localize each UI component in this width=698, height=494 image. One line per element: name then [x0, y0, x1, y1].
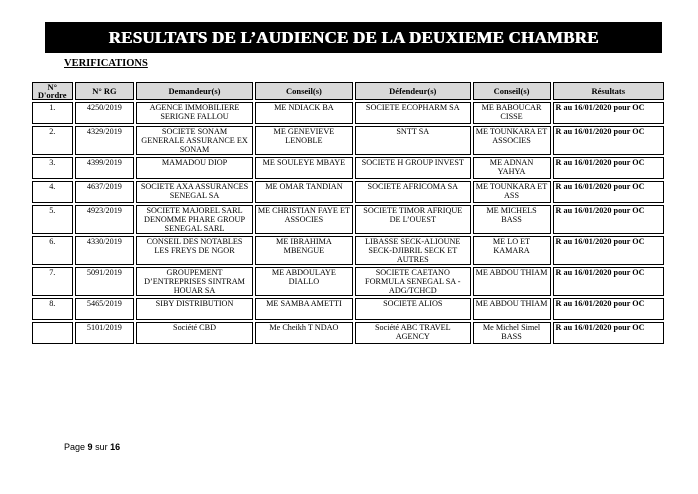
- cell-defendeur: SOCIETE H GROUP INVEST: [355, 157, 470, 179]
- cell-conseil-defendeur: ME ADNAN YAHYA: [473, 157, 551, 179]
- footer-page-total: 16: [110, 442, 121, 452]
- cell-resultat: R au 16/01/2020 pour OC: [553, 102, 664, 124]
- cell-resultat: R au 16/01/2020 pour OC: [553, 298, 664, 320]
- cell-rg: 5465/2019: [75, 298, 135, 320]
- cell-demandeur: SOCIETE AXA ASSURANCES SENEGAL SA: [136, 181, 253, 203]
- cell-conseil-demandeur: ME GENEVIEVE LENOBLE: [255, 126, 353, 155]
- results-table: [30, 80, 666, 346]
- cell-resultat: R au 16/01/2020 pour OC: [553, 267, 664, 296]
- table-row: [32, 157, 664, 179]
- section-heading: VERIFICATIONS: [64, 58, 148, 69]
- cell-rg: 5101/2019: [75, 322, 135, 344]
- cell-conseil-defendeur: ME TOUNKARA ET ASSOCIES: [473, 126, 551, 155]
- header-resultats: Résultats: [553, 82, 664, 100]
- page-footer: [64, 442, 120, 452]
- cell-conseil-demandeur: ME SOULEYE MBAYE: [255, 157, 353, 179]
- cell-num: 8.: [32, 298, 73, 320]
- cell-resultat: R au 16/01/2020 pour OC: [553, 322, 664, 344]
- cell-num: 1.: [32, 102, 73, 124]
- cell-demandeur: SOCIETE SONAM GENERALE ASSURANCE EX SONAM: [136, 126, 253, 155]
- cell-demandeur: GROUPEMENT D’ENTREPRISES SINTRAM HOUAR SA: [136, 267, 253, 296]
- cell-demandeur: Société CBD: [136, 322, 253, 344]
- cell-defendeur: SNTT SA: [355, 126, 470, 155]
- page-title: RESULTATS DE L’AUDIENCE DE LA DEUXIEME CHAMBRE: [45, 22, 662, 53]
- header-rg: N° RG: [75, 82, 135, 100]
- cell-conseil-defendeur: ME MICHELS BASS: [473, 205, 551, 234]
- cell-rg: 4923/2019: [75, 205, 135, 234]
- cell-num: 7.: [32, 267, 73, 296]
- cell-resultat: R au 16/01/2020 pour OC: [553, 126, 664, 155]
- footer-prefix: Page: [64, 442, 86, 452]
- cell-num: 4.: [32, 181, 73, 203]
- cell-defendeur: SOCIETE ECOPHARM SA: [355, 102, 470, 124]
- cell-conseil-demandeur: ME NDIACK BA: [255, 102, 353, 124]
- cell-conseil-demandeur: Me Cheikh T NDAO: [255, 322, 353, 344]
- cell-demandeur: AGENCE IMMOBILIERE SERIGNE FALLOU: [136, 102, 253, 124]
- cell-num: 2.: [32, 126, 73, 155]
- cell-num: [32, 322, 73, 344]
- cell-resultat: R au 16/01/2020 pour OC: [553, 236, 664, 265]
- cell-conseil-defendeur: ME ABDOU THIAM: [473, 267, 551, 296]
- cell-conseil-defendeur: ME TOUNKARA ET ASS: [473, 181, 551, 203]
- cell-conseil-defendeur: Me Michel Simel BASS: [473, 322, 551, 344]
- cell-resultat: R au 16/01/2020 pour OC: [553, 181, 664, 203]
- table-row: [32, 298, 664, 320]
- table-row: [32, 267, 664, 296]
- cell-conseil-demandeur: ME ABDOULAYE DIALLO: [255, 267, 353, 296]
- cell-num: 3.: [32, 157, 73, 179]
- header-demandeur: Demandeur(s): [136, 82, 253, 100]
- table-row: [32, 236, 664, 265]
- cell-rg: 4330/2019: [75, 236, 135, 265]
- header-defendeur: Défendeur(s): [355, 82, 470, 100]
- cell-resultat: R au 16/01/2020 pour OC: [553, 205, 664, 234]
- cell-conseil-demandeur: ME IBRAHIMA MBENGUE: [255, 236, 353, 265]
- cell-defendeur: SOCIETE ALIOS: [355, 298, 470, 320]
- cell-conseil-demandeur: ME OMAR TANDIAN: [255, 181, 353, 203]
- cell-rg: 5091/2019: [75, 267, 135, 296]
- cell-num: 6.: [32, 236, 73, 265]
- cell-demandeur: SOCIETE MAJOREL SARL DENOMME PHARE GROUP SENEGAL SARL: [136, 205, 253, 234]
- footer-page-number: 9: [87, 442, 93, 452]
- table-header-row: [32, 82, 664, 100]
- cell-num: 5.: [32, 205, 73, 234]
- cell-conseil-defendeur: ME LO ET KAMARA: [473, 236, 551, 265]
- cell-defendeur: SOCIETE TIMOR AFRIQUE DE L’OUEST: [355, 205, 470, 234]
- cell-rg: 4250/2019: [75, 102, 135, 124]
- header-conseil-demandeur: Conseil(s): [255, 82, 353, 100]
- cell-rg: 4399/2019: [75, 157, 135, 179]
- cell-conseil-defendeur: ME ABDOU THIAM: [473, 298, 551, 320]
- header-ordre: N° D'ordre: [32, 82, 73, 100]
- footer-middle: sur: [95, 442, 108, 452]
- table-row: [32, 126, 664, 155]
- cell-resultat: R au 16/01/2020 pour OC: [553, 157, 664, 179]
- header-conseil-defendeur: Conseil(s): [473, 82, 551, 100]
- cell-demandeur: CONSEIL DES NOTABLES LES FREYS DE NGOR: [136, 236, 253, 265]
- cell-defendeur: LIBASSE SECK-ALIOUNE SECK-DJIBRIL SECK ET AUTRES: [355, 236, 470, 265]
- cell-conseil-demandeur: ME CHRISTIAN FAYE ET ASSOCIES: [255, 205, 353, 234]
- cell-defendeur: SOCIETE CAETANO FORMULA SENEGAL SA - ADG/TCHCD: [355, 267, 470, 296]
- cell-conseil-demandeur: ME SAMBA AMETTI: [255, 298, 353, 320]
- cell-rg: 4329/2019: [75, 126, 135, 155]
- table-row: [32, 181, 664, 203]
- table-row: [32, 102, 664, 124]
- cell-demandeur: SIBY DISTRIBUTION: [136, 298, 253, 320]
- cell-rg: 4637/2019: [75, 181, 135, 203]
- cell-defendeur: SOCIETE AFRICOMA SA: [355, 181, 470, 203]
- cell-demandeur: MAMADOU DIOP: [136, 157, 253, 179]
- table-row: [32, 205, 664, 234]
- cell-conseil-defendeur: ME BABOUCAR CISSE: [473, 102, 551, 124]
- table-row: [32, 322, 664, 344]
- cell-defendeur: Société ABC TRAVEL AGENCY: [355, 322, 470, 344]
